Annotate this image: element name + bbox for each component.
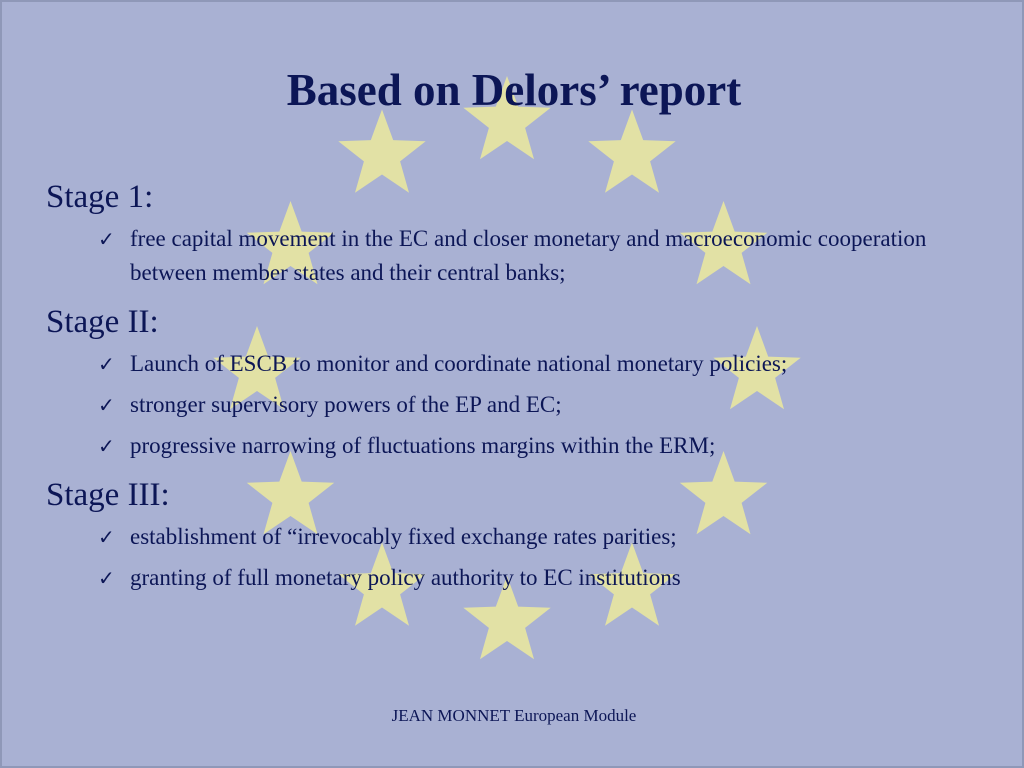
bullet-text: progressive narrowing of fluctuations margins within the ERM; bbox=[130, 433, 716, 458]
bullet-text: Launch of ESCB to monitor and coordinate national monetary policies; bbox=[130, 351, 788, 376]
checkmark-icon: ✓ bbox=[98, 227, 115, 251]
bullet-item bbox=[98, 222, 996, 290]
slide-body bbox=[46, 172, 996, 602]
stage-heading: Stage II: bbox=[46, 304, 159, 340]
stage-bullet-list bbox=[98, 222, 996, 290]
stage-heading: Stage 1: bbox=[46, 179, 154, 215]
stage-bullet-list bbox=[98, 347, 996, 463]
stage-block bbox=[46, 470, 996, 595]
bullet-text: stronger supervisory powers of the EP and EC; bbox=[130, 392, 562, 417]
bullet-text: granting of full monetary policy authority to EC institutions bbox=[130, 565, 681, 590]
bullet-item bbox=[98, 561, 996, 595]
bullet-item bbox=[98, 429, 996, 463]
bullet-text: establishment of “irrevocably fixed exchange rates parities; bbox=[130, 524, 677, 549]
checkmark-icon: ✓ bbox=[98, 525, 115, 549]
checkmark-icon: ✓ bbox=[98, 434, 115, 458]
slide-title: Based on Delors’ report bbox=[286, 65, 742, 115]
checkmark-icon: ✓ bbox=[98, 352, 115, 376]
stage-block bbox=[46, 297, 996, 463]
stage-block bbox=[46, 172, 996, 290]
checkmark-icon: ✓ bbox=[98, 566, 115, 590]
bullet-item bbox=[98, 347, 996, 381]
bullet-text: free capital movement in the EC and closer monetary and macroeconomic cooperation between member states and their central banks; bbox=[130, 226, 927, 285]
stage-bullet-list bbox=[98, 520, 996, 595]
bullet-item bbox=[98, 388, 996, 422]
checkmark-icon: ✓ bbox=[98, 393, 115, 417]
bullet-item bbox=[98, 520, 996, 554]
slide-footer: JEAN MONNET European Module bbox=[391, 706, 637, 725]
stage-heading: Stage III: bbox=[46, 477, 170, 513]
